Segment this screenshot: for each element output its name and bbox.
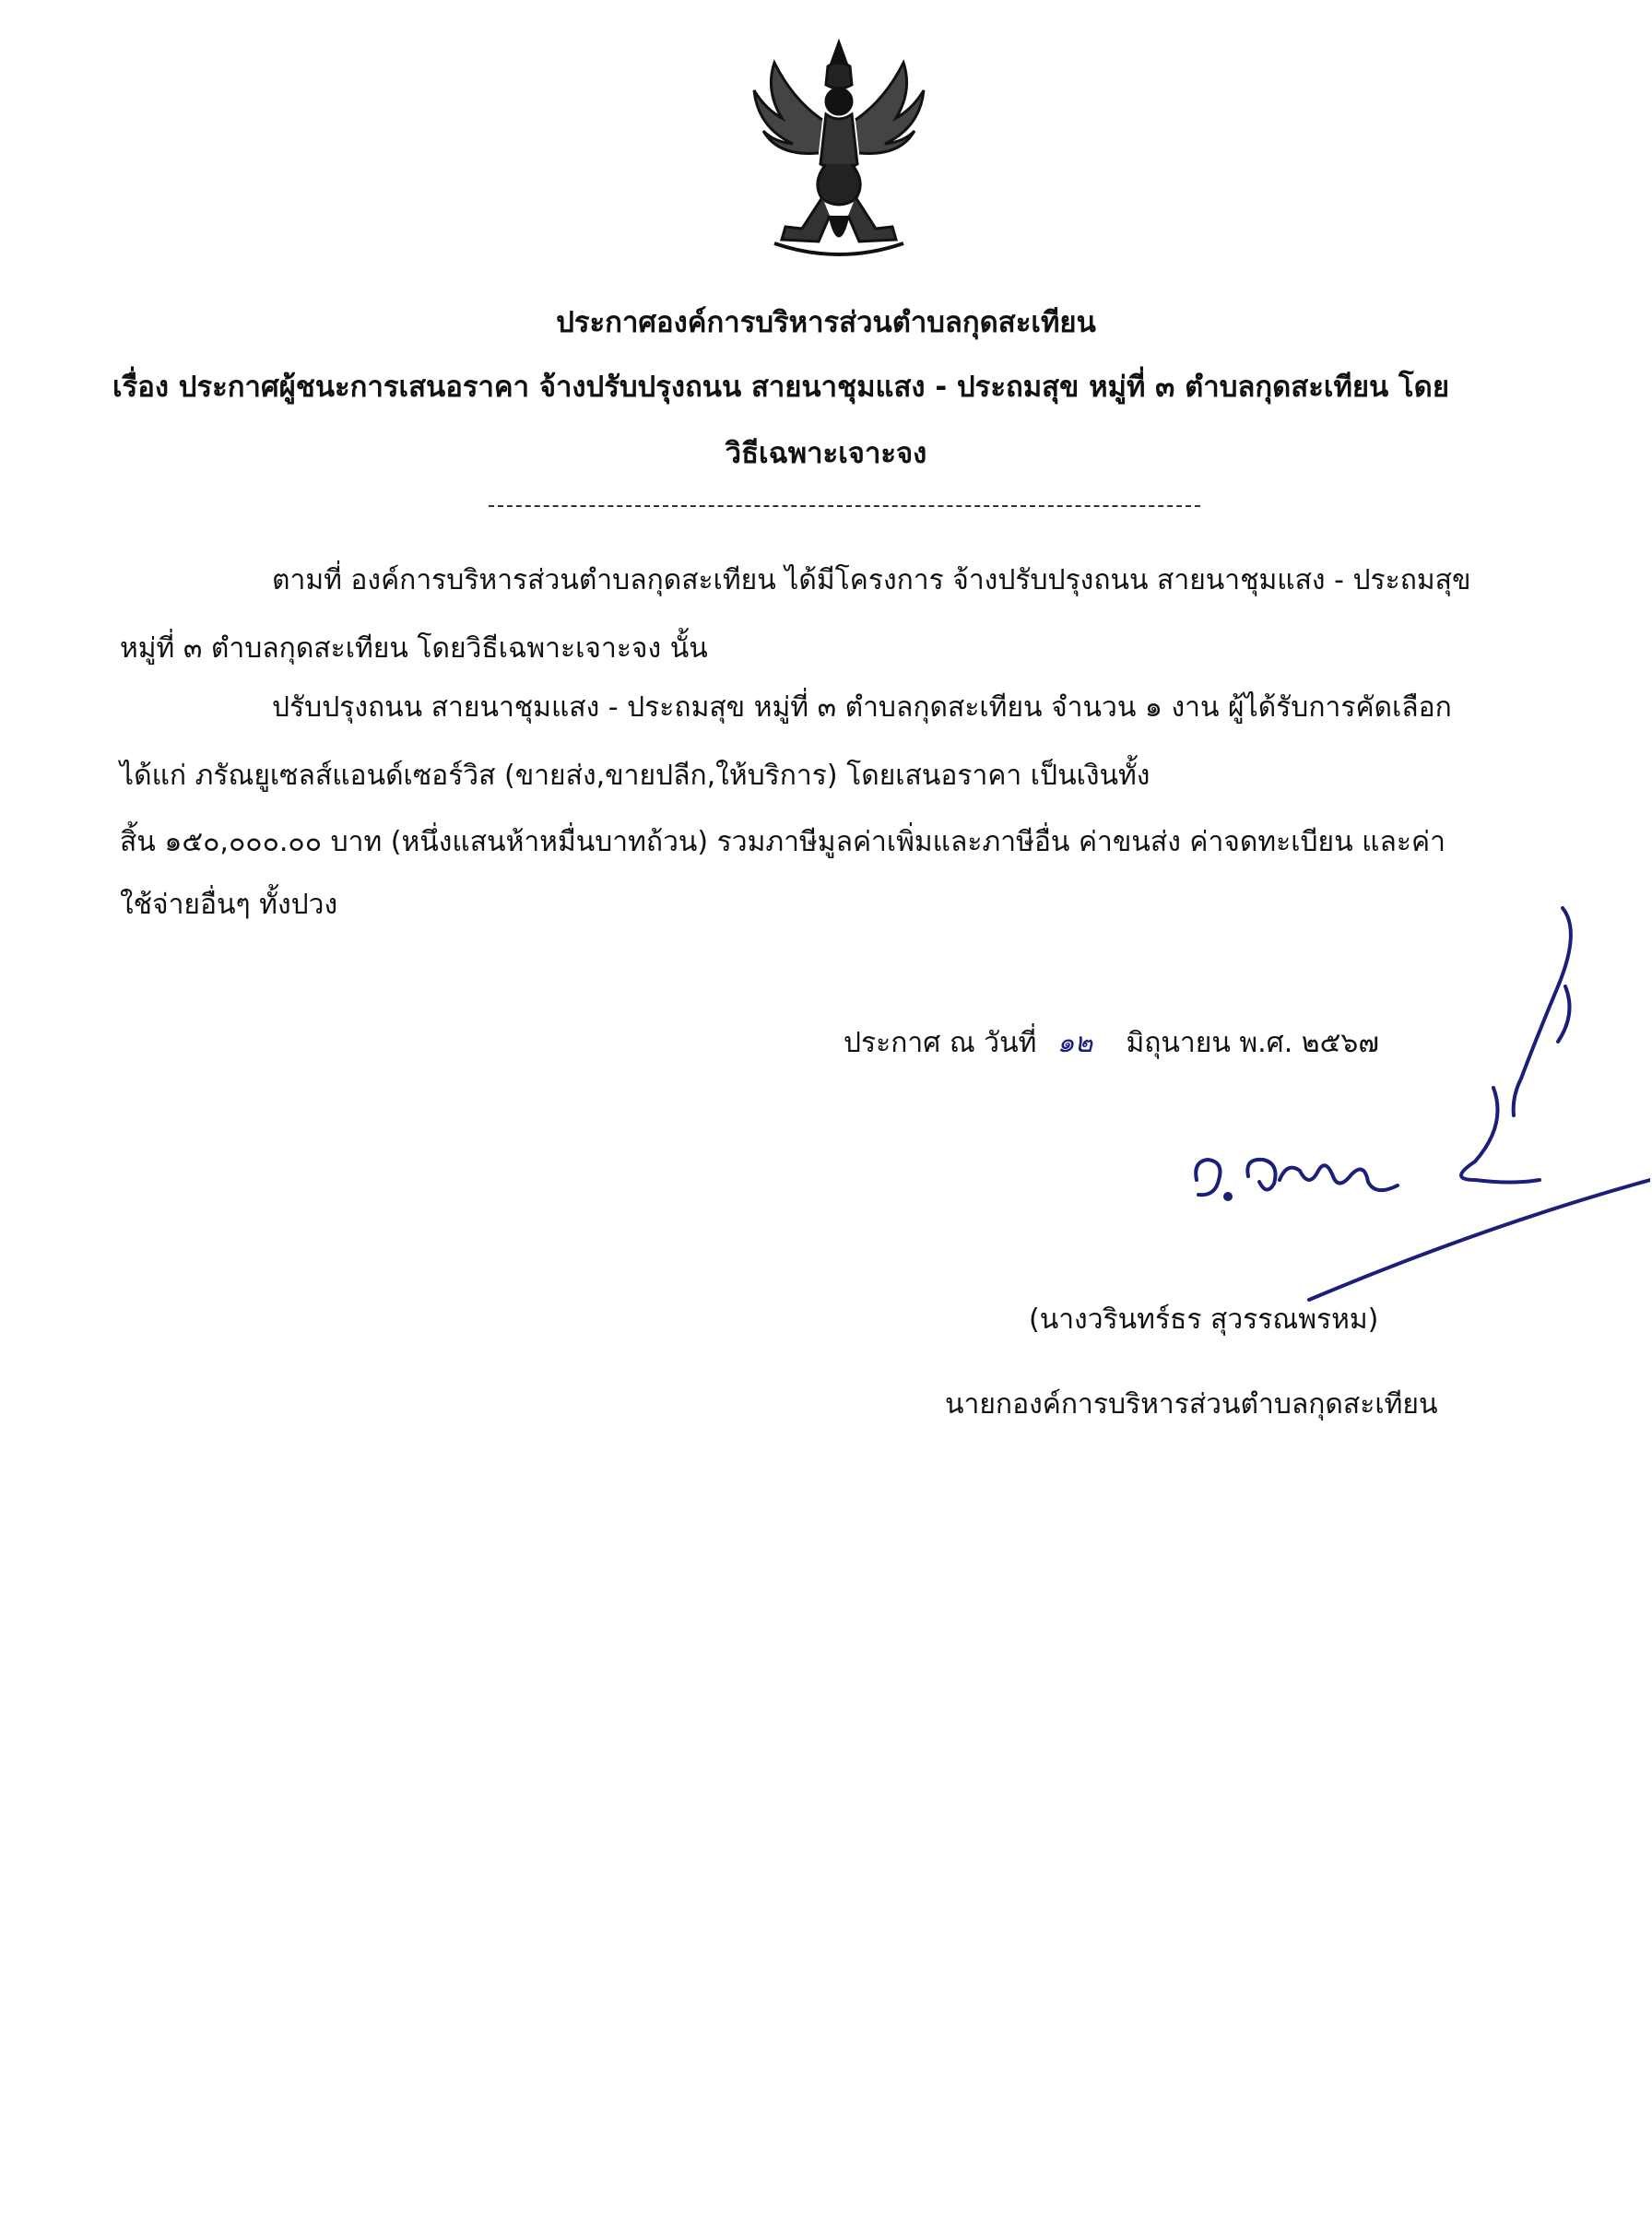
- date-day-handwritten: ๑๒: [1056, 1027, 1093, 1059]
- signatory-position: นายกองค์การบริหารส่วนตำบลกุดสะเทียน: [945, 1388, 1438, 1421]
- dashed-divider: [489, 505, 1200, 507]
- subject-line-2: วิธีเฉพาะเจาะจง: [725, 437, 927, 470]
- paragraph-2-line-3: สิ้น ๑๕๐,๐๐๐.๐๐ บาท (หนึ่งแสนห้าหมื่นบาทถ้วน) รวมภาษีมูลค่าเพิ่มและภาษีอื่น ค่าขนส่ง ค่าจดทะเบียน และค่า: [120, 826, 1446, 858]
- subject-line-1: เรื่อง ประกาศผู้ชนะการเสนอราคา จ้างปรับปรุงถนน สายนาชุมแสง - ประถมสุข หมู่ที่ ๓ ตำบลกุดสะเทียน โดย: [112, 371, 1449, 404]
- paragraph-1-line-2: หมู่ที่ ๓ ตำบลกุดสะเทียน โดยวิธีเฉพาะเจาะจง นั้น: [120, 632, 708, 665]
- garuda-emblem-icon: [738, 35, 940, 270]
- handwritten-signature-icon: [1171, 903, 1650, 1337]
- paragraph-2-line-1: ปรับปรุงถนน สายนาชุมแสง - ประถมสุข หมู่ที่ ๓ ตำบลกุดสะเทียน จำนวน ๑ งาน ผู้ได้รับการคัดเลือก: [272, 691, 1452, 724]
- date-month-year: มิถุนายน พ.ศ. ๒๕๖๗: [1126, 1027, 1379, 1059]
- paragraph-2-line-2: ได้แก่ ภรัณยูเซลส์แอนด์เซอร์วิส (ขายส่ง,ขายปลีก,ให้บริการ) โดยเสนอราคา เป็นเงินทั้ง: [120, 760, 1150, 792]
- date-prefix: ประกาศ ณ วันที่: [844, 1027, 1037, 1059]
- announcement-title: ประกาศองค์การบริหารส่วนตำบลกุดสะเทียน: [556, 306, 1096, 339]
- paragraph-1-line-1: ตามที่ องค์การบริหารส่วนตำบลกุดสะเทียน ได้มีโครงการ จ้างปรับปรุงถนน สายนาชุมแสง - ประถมสุข: [272, 564, 1471, 596]
- signatory-name: (นางวรินทร์ธร สุวรรณพรหม): [1029, 1303, 1379, 1336]
- paragraph-2-line-4: ใช้จ่ายอื่นๆ ทั้งปวง: [120, 889, 338, 921]
